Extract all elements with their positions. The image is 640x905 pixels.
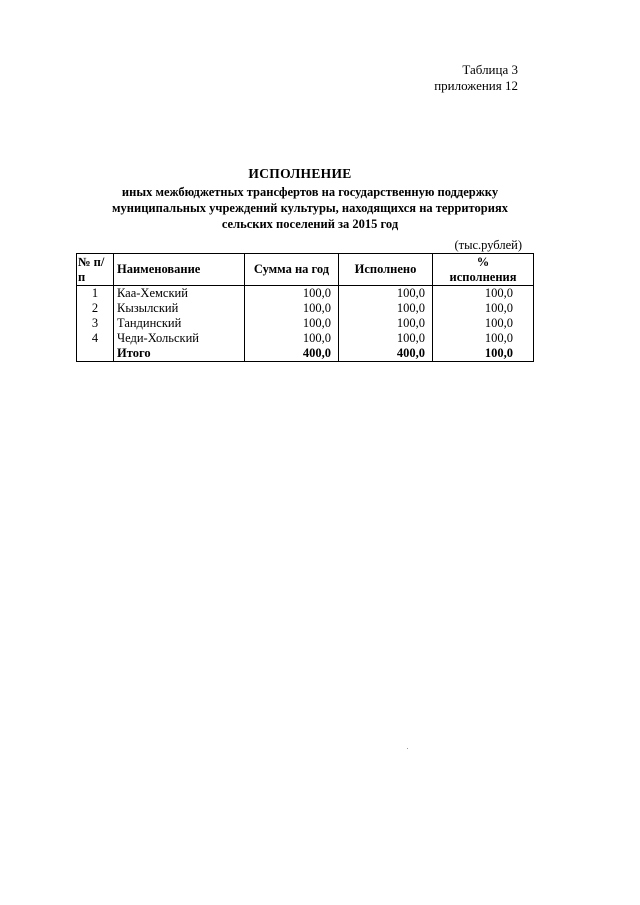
row-executed: 100,0 — [339, 286, 433, 302]
header-percent-sign: % — [476, 254, 490, 269]
row-percent: 100,0 — [433, 331, 534, 346]
total-executed: 400,0 — [339, 346, 433, 362]
header-executed: Исполнено — [339, 254, 433, 286]
document-title: ИСПОЛНЕНИЕ — [248, 166, 352, 181]
row-annual-sum: 100,0 — [245, 316, 339, 331]
header-percent — [433, 254, 534, 286]
row-percent: 100,0 — [433, 301, 534, 316]
table-row — [77, 301, 534, 316]
total-percent: 100,0 — [433, 346, 534, 362]
header-annual-sum: Сумма на год — [245, 254, 339, 286]
document-subtitle — [60, 184, 560, 232]
row-number: 4 — [77, 331, 114, 346]
execution-table — [76, 253, 534, 362]
units-label: (тыс.рублей) — [454, 238, 522, 252]
row-number: 2 — [77, 301, 114, 316]
table-row — [77, 331, 534, 346]
row-percent: 100,0 — [433, 316, 534, 331]
appendix-table-number: Таблица 3 — [462, 62, 518, 77]
row-name: Кызылский — [114, 301, 245, 316]
row-name: Чеди-Хольский — [114, 331, 245, 346]
subtitle-line-2: муниципальных учреждений культуры, находящихся на территориях — [112, 201, 508, 215]
row-number: 3 — [77, 316, 114, 331]
header-number: № п/п — [77, 254, 114, 286]
table-header-row — [77, 254, 534, 286]
total-number-cell — [77, 346, 114, 362]
total-label: Итого — [114, 346, 245, 362]
table-row — [77, 316, 534, 331]
row-executed: 100,0 — [339, 301, 433, 316]
appendix-reference — [434, 62, 518, 94]
scan-speck — [407, 748, 408, 749]
row-percent: 100,0 — [433, 286, 534, 302]
total-annual-sum: 400,0 — [245, 346, 339, 362]
header-name: Наименование — [114, 254, 245, 286]
table-row — [77, 286, 534, 302]
row-annual-sum: 100,0 — [245, 286, 339, 302]
table-total-row — [77, 346, 534, 362]
appendix-attachment-number: приложения 12 — [434, 78, 518, 93]
row-name: Тандинский — [114, 316, 245, 331]
row-annual-sum: 100,0 — [245, 331, 339, 346]
header-percent-label: исполнения — [449, 269, 517, 284]
row-executed: 100,0 — [339, 331, 433, 346]
row-name: Каа-Хемский — [114, 286, 245, 302]
row-number: 1 — [77, 286, 114, 302]
row-annual-sum: 100,0 — [245, 301, 339, 316]
row-executed: 100,0 — [339, 316, 433, 331]
subtitle-line-3: сельских поселений за 2015 год — [221, 217, 399, 231]
subtitle-line-1: иных межбюджетных трансфертов на государственную поддержку — [121, 185, 499, 199]
